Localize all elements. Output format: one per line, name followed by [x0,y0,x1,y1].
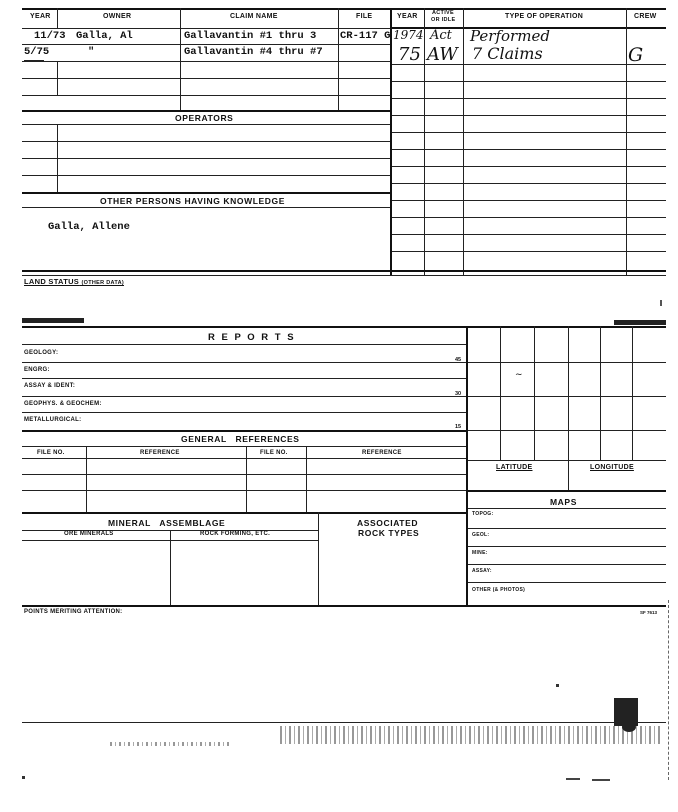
header-year: YEAR [30,13,51,20]
owner-row-2-year: 5/75 [24,46,50,58]
form-number: SF 7613 [640,610,658,615]
header-claim-name: CLAIM NAME [230,13,278,20]
rock-types-label: ROCK TYPES [358,528,420,538]
activity-row-2-operation: 7 Claims [472,44,543,63]
activity-row-1-status: Act [430,28,452,43]
maps-mine: MINE: [472,550,488,556]
owner-row-1-claim: Gallavantin #1 thru 3 [184,30,317,42]
header-crew: CREW [634,13,657,20]
header-or-idle: OR IDLE [431,17,456,23]
other-persons-label: OTHER PERSONS HAVING KNOWLEDGE [100,196,286,206]
header-year-right: YEAR [397,13,418,20]
report-assay: ASSAY & IDENT: [24,383,76,389]
ref-col-file-no-2: FILE NO. [260,450,288,456]
activity-row-2-status: AW [427,44,458,65]
owner-row-1-file: CR-117 G [340,30,391,42]
activity-row-2-crew: G [628,44,644,66]
land-status-label [24,277,124,286]
activity-row-1-year: 1974 [393,28,424,42]
mineral-assemblage-title: MINERAL ASSEMBLAGE [108,518,226,528]
ref-col-reference-2: REFERENCE [362,450,402,456]
rock-forming-label: ROCK FORMING, ETC. [200,531,271,537]
report-geology: GEOLOGY: [24,350,59,356]
header-active: ACTIVE [432,10,454,16]
ore-minerals-label: ORE MINERALS [64,531,114,537]
maps-title: MAPS [550,497,577,507]
maps-geol: GEOL: [472,532,490,538]
other-person-1: Galla, Allene [48,221,130,233]
report-assay-num: 30 [455,391,462,397]
header-owner: OWNER [103,13,132,20]
latitude-label: LATITUDE [496,464,533,471]
maps-topog: TOPOG: [472,511,494,517]
land-status-sub: (OTHER DATA) [81,280,124,286]
longitude-label: LONGITUDE [590,464,634,471]
report-metallurgical: METALLURGICAL: [24,417,82,423]
associated-label: ASSOCIATED [357,518,419,528]
maps-other: OTHER (& PHOTOS) [472,587,526,593]
points-meriting-attention-label: POINTS MERITING ATTENTION: [24,609,123,615]
ref-col-reference-1: REFERENCE [140,450,180,456]
header-type-of-operation: TYPE OF OPERATION [505,13,584,20]
land-status-text: LAND STATUS [24,277,80,286]
maps-assay: ASSAY: [472,568,492,574]
report-geophys: GEOPHYS. & GEOCHEM: [24,401,102,407]
owner-row-1-year: 11/73 [34,30,66,42]
report-metallurgical-num: 15 [455,424,462,430]
activity-row-2-year: 75 [398,44,421,65]
header-file: FILE [356,13,373,20]
report-geology-num: 45 [455,357,462,363]
activity-row-1-operation: Performed [470,27,550,45]
owner-row-2-owner: " [88,46,95,58]
reports-title: R E P O R T S [208,332,296,343]
ref-col-file-no-1: FILE NO. [37,450,65,456]
operators-label: OPERATORS [175,113,234,123]
owner-row-2-claim: Gallavantin #4 thru #7 [184,46,323,58]
grid-mark: ~ [515,370,523,380]
owner-row-1-owner: Galla, Al [76,30,133,42]
general-references-title: GENERAL REFERENCES [181,434,300,444]
report-engrg: ENGRG: [24,367,50,373]
